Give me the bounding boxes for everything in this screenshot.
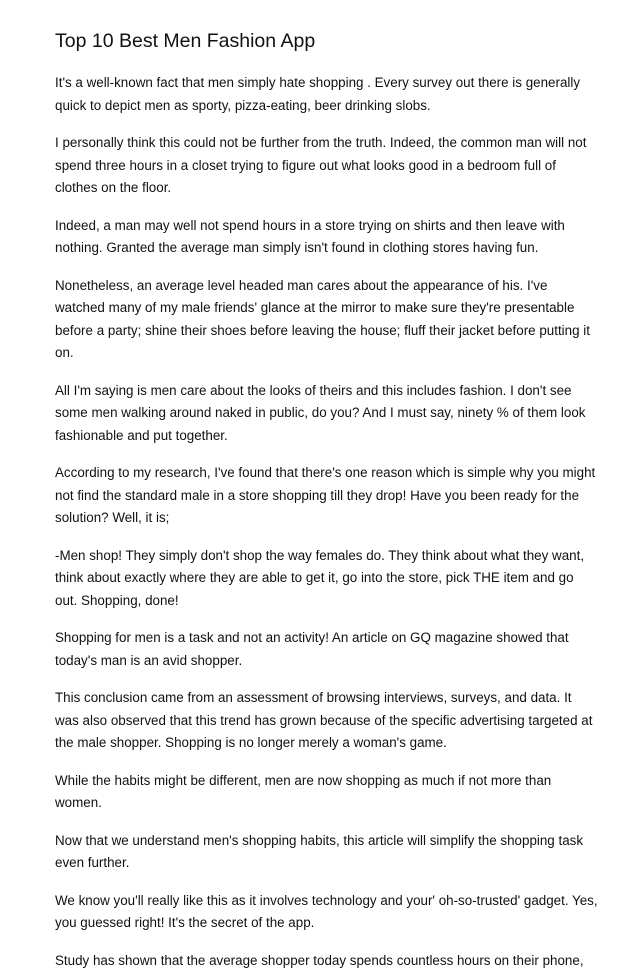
paragraph: Nonetheless, an average level headed man cares about the appearance of his. I've watched many of my male friends' glance at the mirror to make sure they're presentable before a party; shine their shoes before leaving the house; fluff their jacket before putting it on. [55, 275, 598, 365]
paragraph: Shopping for men is a task and not an activity! An article on GQ magazine showed that today's man is an avid shopper. [55, 627, 598, 672]
paragraph: This conclusion came from an assessment of browsing interviews, surveys, and data. It was also observed that this trend has grown because of the specific advertising targeted at the male shopper. Shopping is no longer merely a woman's game. [55, 687, 598, 755]
paragraph: It's a well-known fact that men simply hate shopping . Every survey out there is generally quick to depict men as sporty, pizza-eating, beer drinking slobs. [55, 72, 598, 117]
paragraph: I personally think this could not be further from the truth. Indeed, the common man will not spend three hours in a closet trying to figure out what looks good in a bedroom full of clothes on the floor. [55, 132, 598, 200]
paragraph: -Men shop! They simply don't shop the way females do. They think about what they want, think about exactly where they are able to get it, go into the store, pick THE item and go out. Shopping, done! [55, 545, 598, 613]
paragraph: Now that we understand men's shopping habits, this article will simplify the shopping task even further. [55, 830, 598, 875]
paragraph: According to my research, I've found that there's one reason which is simple why you might not find the standard male in a store shopping till they drop! Have you been ready for the solution? Well, it is; [55, 462, 598, 530]
paragraph: All I'm saying is men care about the looks of theirs and this includes fashion. I don't see some men walking around naked in public, do you? And I must say, ninety % of them look fashionable and put together. [55, 380, 598, 448]
paragraph: Indeed, a man may well not spend hours in a store trying on shirts and then leave with nothing. Granted the average man simply isn't found in clothing stores having fun. [55, 215, 598, 260]
paragraph: While the habits might be different, men are now shopping as much if not more than women. [55, 770, 598, 815]
document-title: Top 10 Best Men Fashion App [55, 28, 598, 54]
paragraph: Study has shown that the average shopper today spends countless hours on their phone, [55, 950, 598, 972]
paragraph: We know you'll really like this as it involves technology and your' oh-so-trusted' gadget. Yes, you guessed right! It's the secret of the app. [55, 890, 598, 935]
